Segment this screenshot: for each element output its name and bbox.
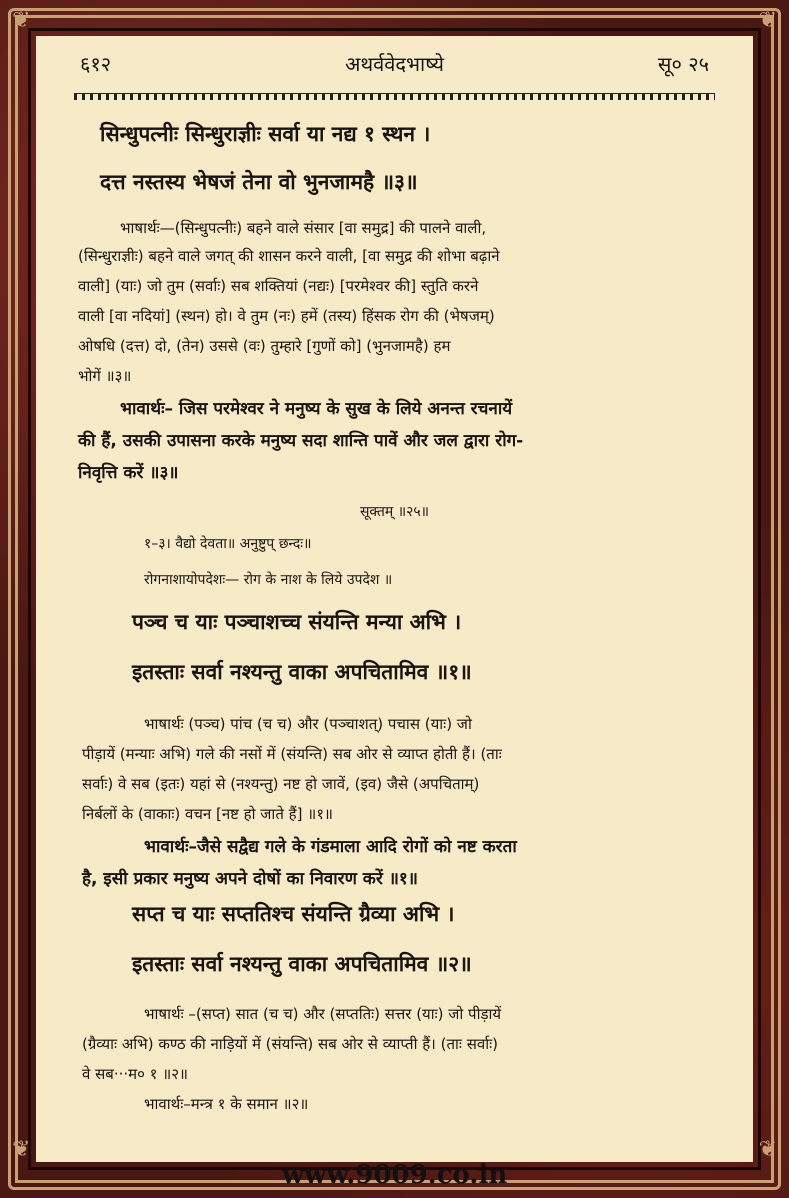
mantra-line: इतस्ताः सर्वा नश्यन्तु वाका अपचितामिव ॥१॥ xyxy=(132,660,472,684)
section-label: सू० २५ xyxy=(657,52,709,76)
translation-line: वाली] (याः) जो तुम (सर्वाः) सब शक्तियां (नद्यः) [परमेश्वर की] स्तुति करने xyxy=(78,277,479,295)
translation-line: पीड़ायें (मन्याः अभि) गले की नसों में (संयन्ति) सब ओर से व्याप्त होती हैं। (ताः xyxy=(82,745,502,763)
page-number: ६१२ xyxy=(80,52,112,76)
corner-ornament-icon: ❦ xyxy=(758,1137,777,1162)
translation-line: वाली [वा नदियां] (स्थन) हो। वे तुम (नः) हमें (तस्य) हिंसक रोग की (भेषजम्) xyxy=(78,307,495,325)
corner-ornament-icon: ❦ xyxy=(12,1137,31,1162)
mantra-line: इतस्ताः सर्वा नश्यन्तु वाका अपचितामिव ॥२॥ xyxy=(132,952,472,976)
translation-line: भाषार्थः—(सिन्धुपत्नीः) बहने वाले संसार [वा समुद्र] की पालने वाली, xyxy=(120,219,487,237)
translation-line: भाषार्थः (पञ्च) पांच (च च) और (पञ्चाशत्) पचास (याः) जो xyxy=(144,715,472,733)
meaning-line: भावार्थः–जैसे सद्वैद्य गले के गंडमाला आदि रोगों को नष्ट करता xyxy=(144,837,517,857)
translation-line: सर्वाः) वे सब (इतः) यहां से (नश्यन्तु) नष्ट हो जावें, (इव) जैसे (अपचिताम्) xyxy=(82,775,480,793)
meaning-line: भावार्थः– जिस परमेश्वर ने मनुष्य के सुख के लिये अनन्त रचनायें xyxy=(120,399,513,419)
translation-line: वे सब···म० १ ॥२॥ xyxy=(82,1065,188,1083)
upadesha-line: रोगनाशायोपदेशः— रोग के नाश के लिये उपदेश ॥ xyxy=(144,572,393,588)
header-rule xyxy=(74,93,715,100)
footer-website-link[interactable]: www.9009.co.in xyxy=(281,1160,508,1190)
book-page xyxy=(36,36,753,1162)
meaning-line: भावार्थः–मन्त्र १ के समान ॥२॥ xyxy=(144,1095,309,1113)
translation-line: भोगें ॥३॥ xyxy=(78,367,132,385)
meaning-line: है, इसी प्रकार मनुष्य अपने दोषों का निवारण करें ॥१॥ xyxy=(82,869,418,889)
mantra-line: सिन्धुपत्नीः सिन्धुराज्ञीः सर्वा या नद्य १ स्थन । xyxy=(100,122,431,146)
devata-line: १–३। वैद्यो देवता॥ अनुष्टुप् छन्दः॥ xyxy=(144,536,312,552)
corner-ornament-icon: ❦ xyxy=(758,8,777,33)
page-title: अथर्ववेदभाष्ये xyxy=(345,52,444,76)
translation-line: (ग्रैव्याः अभि) कण्ठ की नाड़ियों में (संयन्ति) सब ओर से व्याप्ती हैं। (ताः सर्वाः) xyxy=(82,1035,498,1053)
translation-line: ओषधि (दत्त) दो, (तेन) उससे (वः) तुम्हारे [गुणों को] (भुनजामहै) हम xyxy=(78,337,451,355)
meaning-line: निवृत्ति करें ॥३॥ xyxy=(78,463,179,483)
mantra-line: पञ्च च याः पञ्चाशच्च संयन्ति मन्या अभि । xyxy=(132,610,462,634)
corner-ornament-icon: ❦ xyxy=(12,8,31,33)
translation-line: (सिन्धुराज्ञीः) बहने वाले जगत् की शासन करने वाली, [वा समुद्र की शोभा बढ़ाने xyxy=(78,247,500,265)
meaning-line: की हैं, उसकी उपासना करके मनुष्य सदा शान्ति पावें और जल द्वारा रोग- xyxy=(78,431,524,451)
sukta-heading: सूक्तम् ॥२५॥ xyxy=(359,504,430,520)
mantra-line: दत्त नस्तस्य भेषजं तेना वो भुनजामहै ॥३॥ xyxy=(100,170,418,194)
translation-line: निर्बलों के (वाकाः) वचन [नष्ट हो जाते हैं] ॥१॥ xyxy=(82,805,333,823)
mantra-line: सप्त च याः सप्ततिश्च संयन्ति ग्रैव्या अभि । xyxy=(132,902,455,926)
translation-line: भाषार्थः –(सप्त) सात (च च) और (सप्ततिः) सत्तर (याः) जो पीड़ायें xyxy=(144,1005,502,1023)
